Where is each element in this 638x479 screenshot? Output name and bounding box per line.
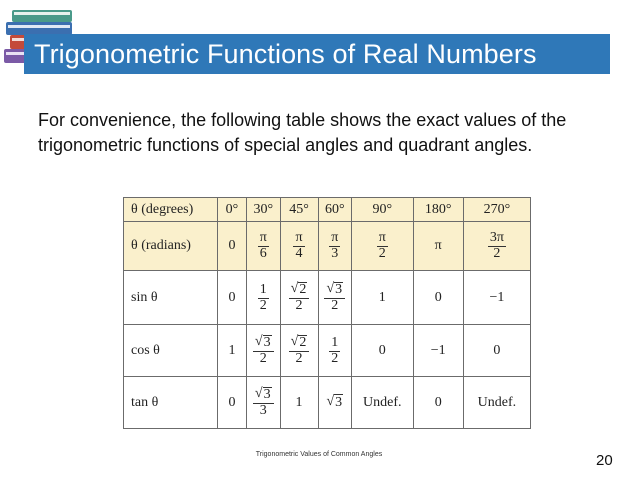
value-cell: √ 3 2	[246, 325, 280, 377]
degree-cell: 45°	[280, 198, 318, 222]
value-cell: 0	[463, 325, 530, 377]
value-cell: 1	[217, 325, 246, 377]
radian-cell: $\frac{\pi}{6}$	[246, 222, 280, 271]
value-cell: 0	[413, 377, 463, 429]
intro-paragraph: For convenience, the following table shows the exact values of the trigonometric functions of special angles and quadrant angles.	[38, 110, 567, 155]
radian-cell: $\frac{\pi}{4}$	[280, 222, 318, 271]
degree-cell: 180°	[413, 198, 463, 222]
degree-cell: 270°	[463, 198, 530, 222]
degrees-label: θ (degrees)	[124, 198, 218, 222]
value-cell: Undef.	[352, 377, 413, 429]
radian-cell: 0	[217, 222, 246, 271]
value-cell: √ 3 3	[246, 377, 280, 429]
value-cell: 1	[280, 377, 318, 429]
value-cell: $\frac{1}{2}$	[318, 325, 352, 377]
value-cell: √ 3	[318, 377, 352, 429]
degree-cell: 60°	[318, 198, 352, 222]
value-cell: √ 2 2	[280, 271, 318, 325]
radian-cell: π	[413, 222, 463, 271]
value-cell: −1	[463, 271, 530, 325]
slide-title-bar	[24, 34, 610, 74]
page-number: 20	[596, 452, 613, 469]
value-cell: √ 3 2	[318, 271, 352, 325]
value-cell: −1	[413, 325, 463, 377]
degree-cell: 0°	[217, 198, 246, 222]
degree-cell: 30°	[246, 198, 280, 222]
slide-title: Trigonometric Functions of Real Numbers	[34, 38, 537, 69]
value-cell: $\frac{1}{2}$	[246, 271, 280, 325]
cos-row	[124, 325, 531, 377]
cos-label: cos θ	[124, 325, 218, 377]
radian-cell: $\frac{\pi}{2}$	[352, 222, 413, 271]
value-cell: 0	[217, 377, 246, 429]
table-caption: Trigonometric Values of Common Angles	[255, 451, 383, 458]
degree-cell: 90°	[352, 198, 413, 222]
value-cell: Undef.	[463, 377, 530, 429]
value-cell: 1	[352, 271, 413, 325]
radians-label: θ (radians)	[124, 222, 218, 271]
radian-cell: $\frac{3\pi}{2}$	[463, 222, 530, 271]
tan-row	[124, 377, 531, 429]
value-cell: √ 2 2	[280, 325, 318, 377]
sin-row	[124, 271, 531, 325]
value-cell: 0	[352, 325, 413, 377]
radian-cell: $\frac{\pi}{3}$	[318, 222, 352, 271]
tan-label: tan θ	[124, 377, 218, 429]
degrees-row	[124, 198, 531, 222]
radians-row	[124, 222, 531, 271]
sin-label: sin θ	[124, 271, 218, 325]
trig-values-table	[123, 197, 531, 429]
value-cell: 0	[217, 271, 246, 325]
value-cell: 0	[413, 271, 463, 325]
